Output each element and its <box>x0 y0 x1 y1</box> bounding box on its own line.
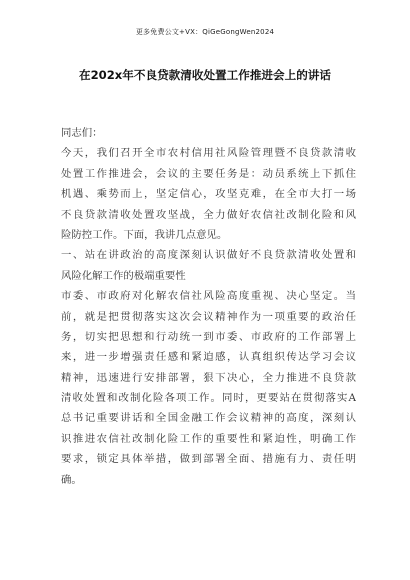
paragraph-line: 险防控工作。下面，我讲几点意见。 <box>61 228 228 241</box>
header-note: 更多免费公文+VX：QiGeGongWen2024 <box>135 28 275 36</box>
document-body <box>61 123 356 490</box>
paragraph-line: 前，就是把贯彻落实这次会议精神作为一项重要的政治任 <box>61 310 356 323</box>
paragraph-line: 清收处置和改制化险各项工作。同时，更要站在贯彻落实A <box>61 392 356 405</box>
paragraph-line: 识推进农信社改制化险工作的重要性和紧迫性，明确工作 <box>61 432 356 445</box>
paragraph-line: 处置工作推进会，会议的主要任务是：动员系统上下抓住 <box>61 167 356 180</box>
page-title: 在202x年不良贷款清收处置工作推进会上的讲话 <box>79 68 331 82</box>
salutation: 同志们： <box>61 127 103 139</box>
paragraph-line: 确。 <box>61 473 82 486</box>
paragraph-line: 今天，我们召开全市农村信用社风险管理暨不良贷款清收 <box>61 147 356 160</box>
section-heading-line: 风险化解工作的极端重要性 <box>61 269 186 282</box>
paragraph-line: 市委、市政府对化解农信社风险高度重视、决心坚定。当 <box>61 290 356 303</box>
paragraph-line: 精神，迅速进行安排部署，狠下决心，全力推进不良贷款 <box>61 371 356 384</box>
paragraph-line: 来，进一步增强责任感和紧迫感，认真组织传达学习会议 <box>61 351 356 364</box>
paragraph-line: 务，切实把思想和行动统一到市委、市政府的工作部署上 <box>61 330 356 343</box>
paragraph-line: 要求，锁定具体举措，做到部署全面、措施有力、责任明 <box>61 453 356 466</box>
section-heading-line: 一、站在讲政治的高度深刻认识做好不良贷款清收处置和 <box>61 249 356 262</box>
paragraph-line: 总书记重要讲话和全国金融工作会议精神的高度，深刻认 <box>61 412 356 425</box>
paragraph-line: 机遇、乘势而上，坚定信心，攻坚克难，在全市大打一场 <box>61 188 356 201</box>
paragraph-line: 不良贷款清收处置攻坚战，全力做好农信社改制化险和风 <box>61 208 356 221</box>
